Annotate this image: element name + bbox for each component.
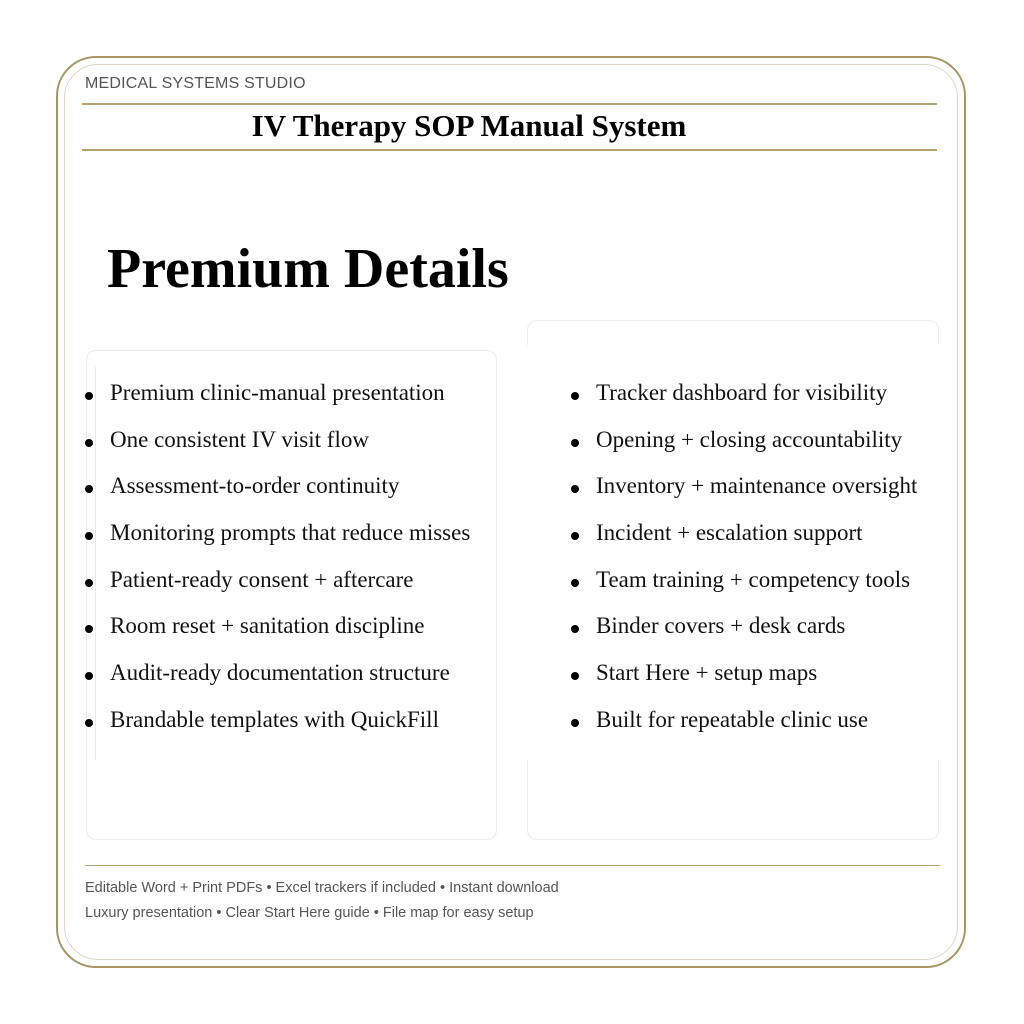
feature-text: Audit-ready documentation structure	[110, 660, 450, 686]
feature-text: Start Here + setup maps	[596, 660, 818, 686]
document-title: IV Therapy SOP Manual System	[251, 108, 687, 143]
feature-text: One consistent IV visit flow	[110, 426, 369, 452]
bullet-icon	[85, 392, 93, 400]
feature-text: Built for repeatable clinic use	[596, 706, 869, 732]
bullet-icon	[85, 532, 93, 540]
feature-text: Incident + escalation support	[596, 520, 863, 546]
header-divider-top	[82, 103, 937, 105]
feature-text: Binder covers + desk cards	[596, 613, 846, 639]
feature-text: Opening + closing accountability	[596, 426, 903, 452]
feature-text: Team training + competency tools	[596, 566, 911, 592]
header-divider-bottom	[82, 149, 937, 151]
bullet-icon	[85, 439, 93, 447]
footer-line-1: Editable Word + Print PDFs • Excel trackers if included • Instant download	[85, 880, 559, 896]
feature-text: Inventory + maintenance oversight	[596, 473, 918, 499]
feature-text: Tracker dashboard for visibility	[596, 380, 888, 405]
feature-text: Premium clinic-manual presentation	[110, 380, 445, 405]
bullet-icon	[571, 392, 579, 400]
section-heading: Premium Details	[107, 238, 509, 300]
bullet-icon	[85, 719, 93, 727]
bullet-icon	[571, 579, 579, 587]
feature-text: Room reset + sanitation discipline	[110, 613, 425, 639]
footer-line-2: Luxury presentation • Clear Start Here guide • File map for easy setup	[85, 905, 534, 921]
bullet-icon	[571, 439, 579, 447]
footer-divider	[85, 865, 940, 866]
bullet-icon	[571, 719, 579, 727]
feature-text: Patient-ready consent + aftercare	[110, 566, 414, 592]
bullet-icon	[85, 579, 93, 587]
feature-text: Assessment-to-order continuity	[110, 473, 400, 499]
feature-text: Monitoring prompts that reduce misses	[110, 520, 471, 546]
feature-text: Brandable templates with QuickFill	[110, 706, 439, 732]
bullet-icon	[571, 532, 579, 540]
brand-label: MEDICAL SYSTEMS STUDIO	[85, 75, 306, 92]
